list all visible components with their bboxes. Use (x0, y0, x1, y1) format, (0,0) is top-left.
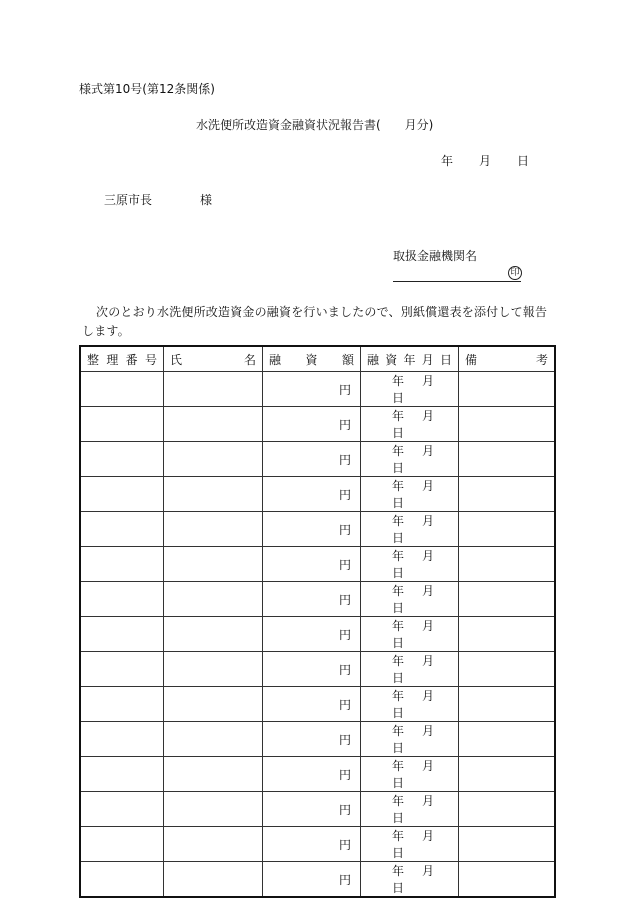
date-year-unit: 年 (392, 409, 405, 423)
cell-loan-amount[interactable] (263, 687, 361, 722)
institution-name-line[interactable] (393, 281, 521, 282)
yen-unit: 円 (338, 452, 351, 467)
date-month-unit: 月 (422, 654, 435, 668)
cell-remarks[interactable] (459, 477, 556, 512)
cell-name[interactable] (164, 792, 263, 827)
table-row (80, 862, 555, 898)
date-month-unit: 月 (422, 374, 435, 388)
yen-unit: 円 (338, 417, 351, 432)
date-year-unit: 年 (392, 864, 405, 878)
table-row (80, 652, 555, 687)
yen-unit: 円 (338, 837, 351, 852)
date-day-unit: 日 (392, 741, 405, 755)
cell-name[interactable] (164, 512, 263, 547)
header-char: 日 (439, 352, 452, 367)
yen-unit: 円 (338, 802, 351, 817)
yen-unit: 円 (338, 382, 351, 397)
header-char: 理 (106, 352, 119, 367)
cell-control-number[interactable] (80, 687, 164, 722)
table-row (80, 687, 555, 722)
year-label: 年 (441, 154, 454, 168)
date-year-unit: 年 (392, 479, 405, 493)
date-month-unit: 月 (422, 864, 435, 878)
date-year-unit: 年 (392, 689, 405, 703)
cell-loan-amount[interactable] (263, 827, 361, 862)
cell-control-number[interactable] (80, 722, 164, 757)
yen-unit: 円 (338, 557, 351, 572)
day-label: 日 (517, 154, 530, 168)
table-row (80, 407, 555, 442)
cell-loan-amount[interactable] (263, 652, 361, 687)
cell-name[interactable] (164, 862, 263, 898)
date-month-unit: 月 (422, 479, 435, 493)
cell-name[interactable] (164, 652, 263, 687)
header-char: 名 (243, 352, 256, 367)
yen-unit: 円 (338, 592, 351, 607)
header-char: 資 (385, 352, 398, 367)
cell-loan-date[interactable] (361, 477, 459, 512)
addressee (104, 194, 212, 206)
cell-name[interactable] (164, 687, 263, 722)
cell-remarks[interactable] (459, 757, 556, 792)
cell-name[interactable] (164, 757, 263, 792)
cell-loan-amount[interactable] (263, 512, 361, 547)
header-remarks (459, 346, 556, 372)
date-month-unit: 月 (422, 759, 435, 773)
cell-loan-amount[interactable] (263, 862, 361, 898)
date-day-unit: 日 (392, 706, 405, 720)
cell-name[interactable] (164, 617, 263, 652)
header-char: 号 (144, 352, 157, 367)
header-name (164, 346, 263, 372)
cell-name[interactable] (164, 722, 263, 757)
cell-name[interactable] (164, 442, 263, 477)
cell-remarks[interactable] (459, 582, 556, 617)
cell-loan-amount[interactable] (263, 477, 361, 512)
cell-name[interactable] (164, 827, 263, 862)
date-year-unit: 年 (392, 584, 405, 598)
addressee-honorific: 様 (200, 193, 213, 207)
header-char: 融 (367, 352, 380, 367)
table-header-row (80, 346, 555, 372)
date-year-unit: 年 (392, 444, 405, 458)
date-day-unit: 日 (392, 846, 405, 860)
cell-loan-date[interactable] (361, 512, 459, 547)
document-title: 水洗便所改造資金融資状況報告書( 月分) (196, 118, 434, 132)
cell-remarks[interactable] (459, 407, 556, 442)
cell-control-number[interactable] (80, 827, 164, 862)
form-number-label: 様式第10号(第12条関係) (79, 82, 215, 96)
header-control-number (80, 346, 164, 372)
date-month-unit: 月 (422, 619, 435, 633)
date-day-unit: 日 (392, 811, 405, 825)
date-year-unit: 年 (392, 549, 405, 563)
header-loan-amount (263, 346, 361, 372)
cell-remarks[interactable] (459, 617, 556, 652)
date-year-unit: 年 (392, 654, 405, 668)
yen-unit: 円 (338, 522, 351, 537)
cell-control-number[interactable] (80, 582, 164, 617)
date-year-unit: 年 (392, 514, 405, 528)
date-year-unit: 年 (392, 724, 405, 738)
cell-remarks[interactable] (459, 862, 556, 898)
cell-remarks[interactable] (459, 547, 556, 582)
cell-control-number[interactable] (80, 757, 164, 792)
date-day-unit: 日 (392, 601, 405, 615)
cell-loan-date[interactable] (361, 372, 459, 407)
cell-loan-date[interactable] (361, 792, 459, 827)
cell-loan-amount[interactable] (263, 372, 361, 407)
header-loan-date (361, 346, 459, 372)
cell-loan-date[interactable] (361, 862, 459, 898)
yen-unit: 円 (338, 627, 351, 642)
header-char: 融 (269, 352, 282, 367)
cell-loan-date[interactable] (361, 757, 459, 792)
yen-unit: 円 (338, 697, 351, 712)
month-label: 月 (479, 154, 492, 168)
cell-loan-amount[interactable] (263, 547, 361, 582)
date-day-unit: 日 (392, 636, 405, 650)
cell-loan-date[interactable] (361, 652, 459, 687)
institution-label: 取扱金融機関名 (393, 249, 478, 263)
cell-remarks[interactable] (459, 652, 556, 687)
date-day-unit: 日 (392, 531, 405, 545)
date-day-unit: 日 (392, 671, 405, 685)
table-row (80, 442, 555, 477)
date-month-unit: 月 (422, 549, 435, 563)
yen-unit: 円 (338, 767, 351, 782)
date-year-unit: 年 (392, 759, 405, 773)
cell-name[interactable] (164, 582, 263, 617)
cell-name[interactable] (164, 477, 263, 512)
yen-unit: 円 (338, 732, 351, 747)
date-year-unit: 年 (392, 829, 405, 843)
table-row (80, 617, 555, 652)
cell-loan-date[interactable] (361, 827, 459, 862)
cell-loan-date[interactable] (361, 442, 459, 477)
cell-loan-date[interactable] (361, 722, 459, 757)
date-month-unit: 月 (422, 584, 435, 598)
date-day-unit: 日 (392, 566, 405, 580)
date-day-unit: 日 (392, 391, 405, 405)
cell-name[interactable] (164, 407, 263, 442)
cell-loan-amount[interactable] (263, 582, 361, 617)
header-char: 月 (421, 352, 434, 367)
date-month-unit: 月 (422, 829, 435, 843)
date-year-unit: 年 (392, 374, 405, 388)
cell-control-number[interactable] (80, 617, 164, 652)
yen-unit: 円 (338, 872, 351, 887)
cell-loan-amount[interactable] (263, 407, 361, 442)
date-month-unit: 月 (422, 689, 435, 703)
cell-control-number[interactable] (80, 407, 164, 442)
cell-loan-date[interactable] (361, 617, 459, 652)
date-month-unit: 月 (422, 514, 435, 528)
date-year-unit: 年 (392, 794, 405, 808)
header-char: 資 (305, 352, 318, 367)
table-row (80, 547, 555, 582)
cell-remarks[interactable] (459, 792, 556, 827)
cell-loan-amount[interactable] (263, 757, 361, 792)
date-month-unit: 月 (422, 724, 435, 738)
seal-mark: 印 (508, 266, 522, 280)
table-row (80, 757, 555, 792)
cell-loan-amount[interactable] (263, 442, 361, 477)
date-day-unit: 日 (392, 881, 405, 895)
cell-name[interactable] (164, 372, 263, 407)
date-month-unit: 月 (422, 794, 435, 808)
cell-loan-date[interactable] (361, 687, 459, 722)
cell-control-number[interactable] (80, 372, 164, 407)
cell-loan-amount[interactable] (263, 722, 361, 757)
cell-loan-amount[interactable] (263, 617, 361, 652)
cell-control-number[interactable] (80, 512, 164, 547)
yen-unit: 円 (338, 487, 351, 502)
table-row (80, 722, 555, 757)
addressee-name: 三原市長 (104, 193, 153, 207)
date-month-unit: 月 (422, 409, 435, 423)
table-row (80, 477, 555, 512)
cell-loan-date[interactable] (361, 407, 459, 442)
table-row (80, 372, 555, 407)
cell-control-number[interactable] (80, 547, 164, 582)
header-char: 番 (125, 352, 138, 367)
table-row (80, 827, 555, 862)
table-row (80, 582, 555, 617)
cell-remarks[interactable] (459, 442, 556, 477)
yen-unit: 円 (338, 662, 351, 677)
date-day-unit: 日 (392, 496, 405, 510)
cell-loan-date[interactable] (361, 582, 459, 617)
date-day-unit: 日 (392, 461, 405, 475)
table-row (80, 792, 555, 827)
header-char: 備 (465, 352, 478, 367)
cell-loan-date[interactable] (361, 547, 459, 582)
date-line (441, 155, 529, 167)
cell-loan-amount[interactable] (263, 792, 361, 827)
cell-remarks[interactable] (459, 512, 556, 547)
header-char: 年 (403, 352, 416, 367)
cell-control-number[interactable] (80, 792, 164, 827)
cell-name[interactable] (164, 547, 263, 582)
header-char: 考 (535, 352, 548, 367)
date-day-unit: 日 (392, 776, 405, 790)
cell-remarks[interactable] (459, 722, 556, 757)
cell-control-number[interactable] (80, 652, 164, 687)
cell-remarks[interactable] (459, 827, 556, 862)
table-row (80, 512, 555, 547)
header-char: 額 (341, 352, 354, 367)
date-day-unit: 日 (392, 426, 405, 440)
date-year-unit: 年 (392, 619, 405, 633)
cell-control-number[interactable] (80, 442, 164, 477)
cell-remarks[interactable] (459, 372, 556, 407)
header-char: 氏 (170, 352, 183, 367)
body-paragraph: 次のとおり水洗便所改造資金の融資を行いましたので、別紙償還表を添付して報告します。 (82, 305, 548, 338)
cell-control-number[interactable] (80, 477, 164, 512)
header-char: 整 (87, 352, 100, 367)
loan-report-table (79, 345, 556, 898)
cell-remarks[interactable] (459, 687, 556, 722)
date-month-unit: 月 (422, 444, 435, 458)
cell-control-number[interactable] (80, 862, 164, 898)
